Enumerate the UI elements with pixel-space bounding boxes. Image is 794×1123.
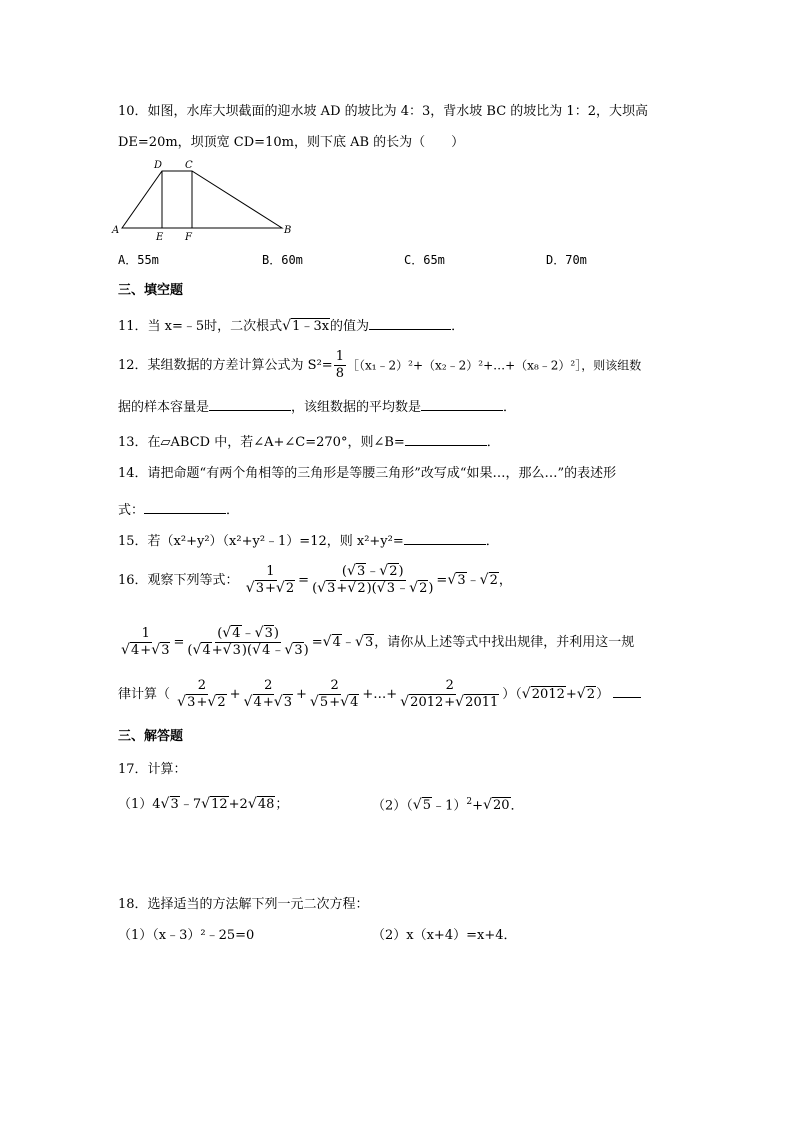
trapezoid-shape: [122, 171, 282, 228]
radicand: 4: [350, 695, 359, 711]
q12-frac-den: 8: [335, 366, 344, 382]
sqrt-symbol: [284, 644, 303, 658]
q11-post: 的值为: [330, 319, 370, 334]
q11-radicand: 1﹣3x: [292, 319, 330, 334]
label-d: D: [154, 160, 163, 171]
radicand: 3: [232, 643, 241, 659]
q18-label: 18．选择适当的方法解下列一元二次方程：: [118, 897, 369, 912]
sqrt-symbol: [252, 644, 271, 658]
q11-answer-blank[interactable]: [369, 316, 451, 330]
frac-den: √ 5+√ 4: [308, 695, 361, 710]
sqrt-symbol: [323, 635, 342, 651]
radicand: 3: [356, 564, 366, 579]
radicand: 5: [319, 695, 329, 711]
sqrt-symbol: [282, 319, 330, 335]
q11: [118, 316, 464, 335]
q17-p1-op: ﹣7: [179, 797, 202, 812]
sqrt-symbol: [455, 696, 499, 710]
radicand: 4: [202, 643, 211, 659]
radicand: 2: [419, 581, 428, 597]
radicand: 2012: [410, 695, 444, 711]
sqrt-symbol: [248, 797, 276, 813]
sqrt-symbol: [400, 696, 444, 710]
frac-den: (√ 4+√ 3)(√ 4﹣√ 3): [185, 643, 310, 658]
q12-end: ．: [503, 400, 517, 415]
q17-part2: [372, 797, 524, 814]
radicand: 2: [285, 581, 295, 597]
label-b: B: [284, 225, 292, 236]
q16-line2: 1 √ 4+√ 3 = $\frac{(√ 4﹣√ 3)}{(√ 4+√ 3)(√ 4﹣√ 3)}$ =√ 4﹣√ 3，请你从上述等式中找出规律，并利用这一规: [118, 627, 634, 659]
q12-frac-num: 1: [334, 350, 346, 366]
frac-den: √ 3+√ 2: [244, 581, 297, 596]
radicand: 2: [489, 573, 498, 588]
choice-c[interactable]: C．65m: [404, 253, 445, 267]
q12-pre: 12．某组数据的方差计算公式为 S²=: [118, 358, 333, 373]
sqrt-symbol: [121, 644, 140, 658]
q14-line1: 14．请把命题“有两个角相等的三角形是等腰三角形”改写成“如果…，那么…”的表述形: [118, 466, 617, 481]
sqrt-symbol: [377, 582, 396, 596]
q16-frac-1: [244, 565, 297, 597]
label-c: C: [185, 160, 193, 171]
q13: [118, 432, 500, 451]
section-fill-heading: 三、填空题: [118, 283, 184, 298]
radicand: 2: [389, 564, 398, 579]
radicand: 2: [217, 695, 226, 711]
choice-d[interactable]: D．70m: [546, 253, 587, 267]
q17-part1: [118, 797, 288, 813]
q17-p2-pre: （2）（: [372, 798, 413, 814]
q17-p1-op2: +2: [228, 797, 248, 812]
q11-end: ．: [451, 319, 465, 334]
q10-line1: 10．如图，水库大坝截面的迎水坡 AD 的坡比为 4：3，背水坡 BC 的坡比为 1：2，大坝高: [118, 104, 648, 119]
frac-num: 2: [196, 679, 208, 695]
sqrt-symbol: [246, 582, 265, 596]
q16-dots: +…+: [362, 687, 398, 702]
q18-part2: （2）x（x+4）=x+4．: [372, 928, 517, 943]
q13-text: 13．在▱ABCD 中，若∠A+∠C=270°，则∠B=: [118, 435, 405, 450]
radicand: 3: [457, 573, 466, 588]
sqrt-symbol: [340, 696, 359, 710]
radicand: 2012: [531, 687, 565, 702]
frac-den: √ 2012+√ 2011: [398, 695, 501, 710]
q16-term-1: [175, 679, 228, 711]
radicand: 12: [211, 797, 228, 812]
q17-p2-end: ．: [510, 798, 524, 814]
q17-p1-pre: （1）4: [118, 797, 161, 812]
sqrt-symbol: [413, 798, 432, 814]
radicand: 3: [386, 581, 396, 597]
radicand: 2011: [465, 695, 499, 711]
radicand: 3: [294, 643, 303, 659]
q12-blank-2[interactable]: [421, 397, 503, 411]
section-solve-heading: 三、解答题: [118, 729, 184, 744]
sqrt-symbol: [310, 696, 329, 710]
label-f: F: [185, 232, 192, 243]
q17-label: 17．计算：: [118, 762, 187, 777]
frac-den: √ 4+√ 3: [119, 643, 172, 658]
sqrt-symbol: [480, 573, 499, 589]
q14-end: ．: [226, 503, 240, 518]
q16-line1: 16．观察下列等式： 1 √ 3+√ 2 = $\frac{(√ 3﹣√ 2)}{(√ 3+√ 2)(√ 3﹣√ 2)}$ =√ 3﹣√ 2，: [118, 565, 512, 597]
q17-p1-end: ；: [275, 797, 289, 812]
q14-line2-text: 式：: [118, 503, 145, 518]
radicand: 2: [357, 581, 366, 597]
q12-fraction: [334, 350, 346, 382]
sqrt-symbol: [161, 797, 180, 813]
frac-num: (√ 4﹣√ 3): [215, 627, 281, 643]
q16-term-3: [308, 679, 361, 711]
choice-b[interactable]: B．60m: [262, 253, 303, 267]
trapezoid-diagram: [110, 158, 300, 244]
sqrt-symbol: [244, 696, 263, 710]
q18-part1: （1）（x﹣3）²﹣25=0: [118, 928, 255, 943]
q16-line3-mid: ）（: [502, 687, 522, 702]
frac-den: √ 4+√ 3: [242, 695, 295, 710]
q15-text: 15．若（x²+y²）（x²+y²﹣1）=12，则 x²+y²=: [118, 534, 404, 549]
frac-num: 2: [329, 679, 341, 695]
q16-line3-pre: 律计算（: [118, 687, 171, 702]
q16-line3-end: ）: [596, 687, 610, 702]
radicand: 48: [257, 797, 275, 812]
q16-tail: ，请你从上述等式中找出规律，并利用这一规: [374, 635, 635, 650]
q16-label: 16．观察下列等式：: [118, 573, 239, 588]
radicand: 5: [422, 798, 432, 814]
q16-frac-4: [185, 627, 310, 659]
choice-a[interactable]: A．55m: [118, 253, 159, 267]
sqrt-symbol: [355, 635, 374, 651]
q15-answer-blank[interactable]: [404, 531, 486, 545]
q12-formula: ［（x₁﹣2）²+（x₂﹣2）²+…+（x₈﹣2）²］，则该组数: [346, 358, 642, 373]
q12-blank-1[interactable]: [209, 397, 291, 411]
sqrt-symbol: [222, 627, 241, 641]
label-e: E: [156, 232, 164, 243]
q13-end: ．: [486, 435, 500, 450]
q16-answer-blank[interactable]: [613, 684, 641, 698]
sqrt-symbol: [483, 798, 511, 814]
radicand: 4: [253, 695, 262, 711]
sqrt-symbol: [223, 644, 242, 658]
sqrt-symbol: [207, 696, 226, 710]
q16-frac-3: [119, 627, 172, 659]
q16-line3: 律计算（ 2 √ 3+√ 2 + 2 √ 4+√ 3 + 2 √ 5+√ 4 +…+ 2 √ 2012+√ 2011 ）（√ 2012+√ 2）: [118, 679, 641, 711]
sqrt-symbol: [347, 582, 366, 596]
q12-line1: [118, 350, 641, 382]
q14-answer-blank[interactable]: [144, 500, 226, 514]
q16-frac-2: [310, 565, 435, 597]
q15-end: ．: [485, 534, 499, 549]
sqrt-symbol: [255, 627, 274, 641]
sqrt-symbol: [317, 582, 336, 596]
radicand: 4: [332, 635, 341, 650]
radicand: 20: [492, 798, 510, 814]
q11-text: 11．当 x=﹣5时，二次根式: [118, 319, 283, 334]
q17-p2-exponent: 2: [466, 797, 473, 807]
q13-answer-blank[interactable]: [405, 432, 487, 446]
frac-num: 2: [444, 679, 456, 695]
q12-line2-a: 据的样本容量是: [118, 400, 210, 415]
radicand: 3: [327, 581, 336, 597]
q17-p2-mid: ﹣1）: [432, 798, 467, 814]
q15: [118, 531, 499, 550]
sqrt-symbol: [201, 797, 229, 813]
sqrt-symbol: [577, 687, 596, 703]
radicand: 3: [283, 695, 292, 711]
sqrt-symbol: [347, 565, 366, 579]
label-a: A: [112, 225, 120, 236]
radicand: 3: [255, 581, 264, 597]
frac-num: (√ 3﹣√ 2): [340, 565, 406, 581]
sqrt-symbol: [379, 565, 398, 579]
frac-num: 2: [262, 679, 274, 695]
sqrt-symbol: [177, 696, 196, 710]
radicand: 3: [170, 797, 179, 812]
radicand: 3: [264, 626, 273, 641]
sqrt-symbol: [276, 582, 295, 596]
q12-line2: [118, 397, 516, 416]
radicand: 4: [262, 643, 271, 659]
sqrt-symbol: [151, 644, 170, 658]
q10-line2: DE=20m，坝顶宽 CD=10m，则下底 AB 的长为（ ）: [118, 135, 465, 150]
sqrt-symbol: [274, 696, 293, 710]
frac-den: √ 3+√ 2: [175, 695, 228, 710]
frac-num: 1: [264, 565, 276, 581]
frac-den: (√ 3+√ 2)(√ 3﹣√ 2): [310, 581, 435, 596]
sqrt-symbol: [409, 582, 428, 596]
q14-line2: [118, 500, 239, 519]
radicand: 2: [586, 687, 596, 702]
sqrt-symbol: [522, 687, 566, 703]
sqrt-symbol: [192, 644, 211, 658]
q12-line2-b: ，该组数据的平均数是: [291, 400, 422, 415]
radicand: 3: [364, 635, 374, 650]
radicand: 4: [131, 643, 140, 659]
frac-num: 1: [140, 627, 152, 643]
radicand: 3: [161, 643, 170, 659]
q16-term-2: [242, 679, 295, 711]
q17-p2-op: +: [472, 798, 483, 814]
radicand: 4: [232, 626, 241, 641]
q16-term-last: [398, 679, 501, 711]
sqrt-symbol: [447, 573, 466, 589]
radicand: 3: [187, 695, 196, 711]
